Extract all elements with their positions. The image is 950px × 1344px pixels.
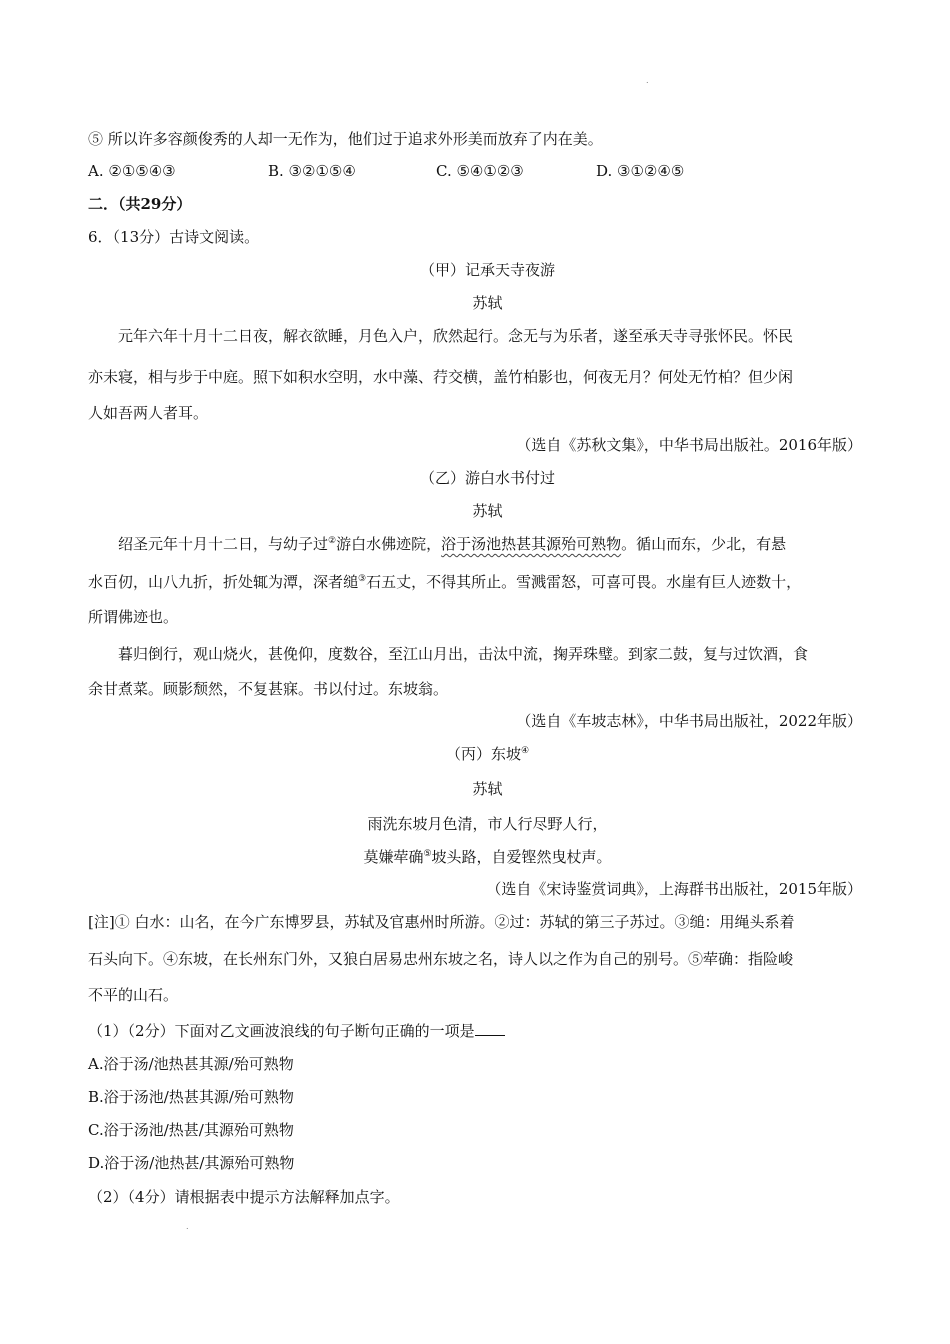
text-bing-title: [0, 743, 950, 765]
answer-blank[interactable]: [475, 1020, 505, 1036]
text-segment: 莫嫌荦确: [363, 848, 424, 866]
text-yi-title: （乙）游白水书付过: [419, 469, 555, 487]
sub-question-2: （2）（4分）请根据表中提示方法解释加点字。: [88, 1188, 400, 1206]
notes-line: 石头向下。④东坡，在长州东门外，又狼白居易忠州东坡之名，诗人以之作为自己的别号。⑤荦确：指险峻: [88, 950, 794, 968]
text-segment: 水百仞，山八九折，折处辄为潭，深者缒: [88, 573, 359, 591]
text-yi-line: 余甘煮菜。顾影颓然，不复甚寐。书以付过。东坡翁。: [88, 680, 449, 698]
text-jia-line: 亦未寝，相与步于中庭。照下如积水空明，水中藻、荇交横，盖竹柏影也，何夜无月？何处无竹柏？但少闲: [88, 368, 794, 386]
footnote-marker: ③: [358, 574, 367, 584]
text-segment: 游白水佛迹院，: [336, 535, 442, 553]
poem-line-2: [0, 846, 950, 868]
text-bing-source: （选自《宋诗鉴赏词典》，上海群书出版社，2015年版）: [486, 880, 862, 898]
text-yi-author: 苏轼: [472, 502, 503, 520]
text-yi-line-1: [118, 533, 786, 555]
statement-5: ⑤ 所以许多容颜俊秀的人却一无作为，他们过于追求外形美而放弃了内在美。: [88, 130, 603, 148]
text-bing-author: 苏轼: [472, 780, 503, 798]
option-b: B. ③②①⑤④: [268, 162, 356, 180]
text-segment: 。循山而东，少北，有悬: [621, 535, 787, 553]
text-segment: 石五丈，不得其所止。雪溅雷怒，可喜可畏。水崖有巨人迹数十，: [366, 573, 802, 591]
text-jia-source: （选自《苏秋文集》，中华书局出版社。2016年版）: [516, 436, 862, 454]
scan-dot: .: [186, 1222, 189, 1231]
sub1-option-a: A.浴于汤/池热甚其源/殆可熟物: [88, 1055, 294, 1073]
text-yi-source: （选自《车坡志林》，中华书局出版社，2022年版）: [516, 712, 862, 730]
sub1-option-b: B.浴于汤池/热甚其源/殆可熟物: [88, 1088, 294, 1106]
option-d: D. ③①②④⑤: [596, 162, 685, 180]
notes-line: 不平的山石。: [88, 986, 179, 1004]
poem-line-1: 雨洗东坡月色清，市人行尽野人行，: [367, 815, 608, 833]
notes-line: [注]① 白水：山名，在今广东博罗县，苏轼及官惠州时所游。②过：苏轼的第三子苏过。③缒：用绳头系着: [88, 913, 795, 931]
footnote-marker: ②: [328, 536, 337, 546]
sub1-option-d: D.浴于汤/池热甚/其源殆可熟物: [88, 1154, 295, 1172]
section-title: 二．（共29分）: [88, 195, 192, 213]
text-segment: 坡头路，自爱铿然曳杖声。: [431, 848, 612, 866]
text-yi-line-2: [88, 571, 801, 593]
question-6-header: 6．（13分）古诗文阅读。: [88, 228, 260, 246]
wavy-underlined-sentence: 浴于汤池热甚其源殆可熟物: [441, 535, 622, 553]
text-yi-line: 暮归倒行，观山烧火，甚俛仰，度数谷，至江山月出，击汰中流，掬弄珠璧。到家二鼓，复与过饮酒，食: [118, 645, 809, 663]
sub-question-1: [88, 1020, 505, 1042]
option-c: C. ⑤④①②③: [436, 162, 524, 180]
sub1-option-c: C.浴于汤池/热甚/其源殆可熟物: [88, 1121, 294, 1139]
text-jia-line: 人如吾两人者耳。: [88, 404, 209, 422]
option-a: A. ②①⑤④③: [88, 162, 176, 180]
footnote-marker: ⑤: [423, 849, 432, 859]
text-jia-title: （甲）记承天寺夜游: [419, 261, 555, 279]
text-jia-author: 苏轼: [472, 294, 503, 312]
footnote-marker: ④: [520, 746, 530, 756]
scan-dot: .: [646, 76, 649, 85]
text-segment: 绍圣元年十月十二日，与幼子过: [118, 535, 329, 553]
text-segment: （丙）东坡: [445, 745, 521, 763]
sub-question-1-stem: （1）（2分）下面对乙文画波浪线的句子断句正确的一项是: [88, 1022, 475, 1040]
text-jia-line: 元年六年十月十二日夜，解衣欲睡，月色入户，欣然起行。念无与为乐者，遂至承天寺寻张怀民。怀民: [118, 327, 794, 345]
text-yi-line-3: 所谓佛迹也。: [88, 608, 179, 626]
